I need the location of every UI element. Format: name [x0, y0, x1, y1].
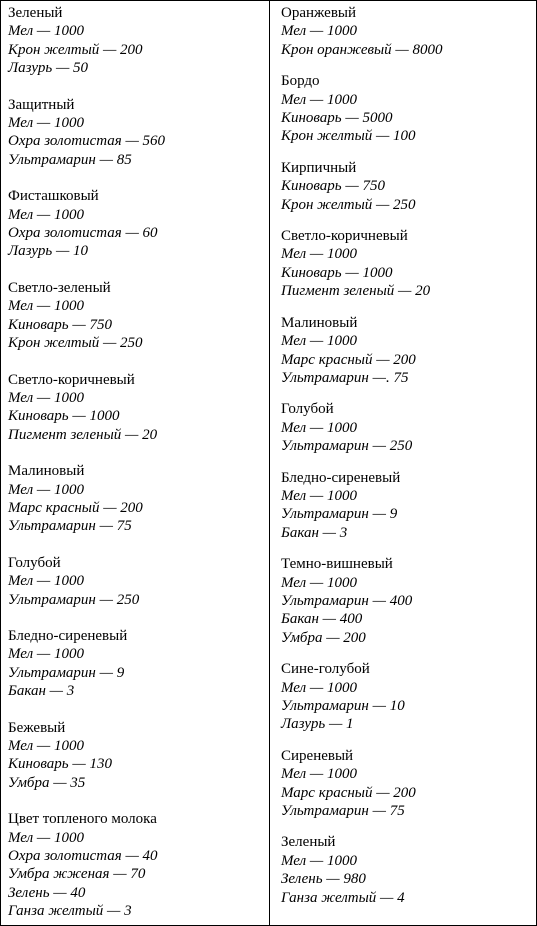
color-name: Бордо — [281, 73, 320, 90]
color-recipe — [8, 719, 269, 793]
ingredient-line: Киноварь — 5000 — [281, 110, 393, 127]
ingredient-line: Мел — 1000 — [8, 389, 84, 406]
ingredient-line: Мел — 1000 — [281, 574, 357, 591]
color-recipe — [8, 810, 269, 920]
color-recipe — [281, 555, 536, 647]
color-name: Защитный — [8, 96, 75, 113]
ingredient-line: Киноварь — 130 — [8, 756, 112, 773]
color-recipe — [8, 554, 269, 609]
color-name: Оранжевый — [281, 5, 357, 21]
color-name: Светло-коричневый — [281, 228, 408, 245]
color-recipe — [8, 4, 269, 78]
ingredient-line: Крон желтый — 200 — [8, 41, 143, 58]
ingredient-line: Мел — 1000 — [8, 206, 84, 223]
ingredient-line: Киноварь — 750 — [8, 316, 112, 333]
ingredient-line: Лазурь — 1 — [281, 716, 354, 733]
ingredient-line: Умбра — 35 — [8, 774, 86, 791]
ingredient-line: Киноварь — 1000 — [8, 408, 120, 425]
ingredient-line: Ультрамарин — 9 — [281, 506, 398, 523]
color-name: Сиреневый — [281, 747, 354, 764]
ingredient-line: Мел — 1000 — [8, 481, 84, 498]
color-recipe — [281, 314, 536, 388]
ingredient-line: Мел — 1000 — [8, 115, 84, 132]
color-recipe — [281, 833, 536, 907]
ingredient-line: Пигмент зеленый — 20 — [281, 283, 431, 300]
color-recipe — [281, 469, 536, 543]
ingredient-line: Умбра — 200 — [281, 629, 366, 646]
color-name: Светло-зеленый — [8, 279, 111, 296]
ingredient-line: Крон желтый — 250 — [8, 335, 143, 352]
left-column — [1, 1, 270, 925]
color-name: Бледно-сиреневый — [8, 627, 128, 644]
color-recipe — [281, 227, 536, 301]
ingredient-line: Мел — 1000 — [8, 573, 84, 590]
ingredient-line: Ультрамарин —. 75 — [281, 369, 409, 386]
color-name: Кирпичный — [281, 159, 357, 176]
ingredient-line: Крон оранжевый — 8000 — [281, 41, 443, 58]
ingredient-line: Ультрамарин — 250 — [281, 438, 413, 455]
color-recipe — [281, 660, 536, 734]
ingredient-line: Мел — 1000 — [281, 766, 357, 783]
ingredient-line: Охра золотистая — 40 — [8, 848, 158, 865]
color-recipe — [281, 159, 536, 214]
ingredient-line: Ганза желтый — 4 — [281, 889, 405, 906]
ingredient-line: Мел — 1000 — [281, 333, 357, 350]
ingredient-line: Мел — 1000 — [281, 23, 357, 40]
color-name: Зеленый — [8, 5, 63, 21]
color-name: Сине-голубой — [281, 661, 370, 678]
color-name: Светло-коричневый — [8, 371, 135, 388]
color-recipe — [281, 747, 536, 821]
color-recipe — [8, 371, 269, 445]
color-recipe — [8, 462, 269, 536]
ingredient-line: Киноварь — 1000 — [281, 264, 393, 281]
ingredient-line: Мел — 1000 — [281, 91, 357, 108]
ingredient-line: Ультрамарин — 10 — [281, 698, 405, 714]
ingredient-line: Ультрамарин — 250 — [8, 591, 140, 608]
ingredient-line: Бакан — 3 — [8, 683, 75, 700]
ingredient-line: Лазурь — 50 — [8, 60, 89, 77]
color-name: Цвет топленого молока — [8, 811, 157, 828]
ingredient-line: Охра золотистая — 560 — [8, 133, 166, 150]
ingredient-line: Зелень — 40 — [8, 884, 86, 901]
ingredient-line: Ультрамарин — 75 — [281, 803, 405, 820]
ingredient-line: Мел — 1000 — [281, 419, 357, 436]
ingredient-line: Лазурь — 10 — [8, 243, 89, 260]
color-name: Малиновый — [281, 314, 358, 331]
ingredient-line: Мел — 1000 — [8, 23, 84, 40]
color-recipe — [281, 400, 536, 455]
ingredient-line: Ультрамарин — 75 — [8, 518, 132, 535]
ingredient-line: Охра золотистая — 60 — [8, 225, 158, 242]
color-recipe — [8, 187, 269, 261]
color-name: Фисташковый — [8, 188, 99, 205]
color-name: Малиновый — [8, 463, 85, 480]
ingredient-line: Мел — 1000 — [8, 829, 84, 846]
ingredient-line: Марс красный — 200 — [8, 499, 143, 516]
color-recipe — [8, 627, 269, 701]
ingredient-line: Мел — 1000 — [281, 487, 357, 504]
ingredient-line: Ганза желтый — 3 — [8, 903, 132, 920]
right-column — [270, 1, 536, 925]
ingredient-line: Зелень — 980 — [281, 871, 366, 888]
color-name: Зеленый — [281, 834, 336, 851]
color-name: Бежевый — [8, 719, 66, 736]
color-name: Бледно-сиреневый — [281, 469, 401, 486]
ingredient-line: Мел — 1000 — [8, 298, 84, 315]
color-name: Голубой — [281, 401, 334, 418]
ingredient-line: Умбра жженая — 70 — [8, 866, 146, 883]
ingredient-line: Мел — 1000 — [281, 679, 357, 696]
ingredient-line: Мел — 1000 — [281, 852, 357, 869]
color-recipe — [8, 279, 269, 353]
ingredient-line: Мел — 1000 — [281, 246, 357, 263]
color-recipe — [281, 72, 536, 146]
ingredient-line: Мел — 1000 — [8, 646, 84, 663]
ingredient-line: Марс красный — 200 — [281, 351, 416, 368]
ingredient-line: Пигмент зеленый — 20 — [8, 426, 158, 443]
ingredient-line: Крон желтый — 100 — [281, 128, 416, 145]
color-name: Голубой — [8, 554, 61, 571]
ingredient-line: Ультрамарин — 85 — [8, 151, 132, 168]
ingredient-line: Киноварь — 750 — [281, 178, 385, 195]
ingredient-line: Бакан — 3 — [281, 524, 348, 541]
ingredient-line: Мел — 1000 — [8, 738, 84, 754]
color-name: Темно-вишневый — [281, 556, 393, 573]
color-recipe — [281, 4, 536, 59]
ingredient-line: Ультрамарин — 400 — [281, 592, 413, 609]
ingredient-line: Марс красный — 200 — [281, 784, 416, 801]
ingredient-line: Ультрамарин — 9 — [8, 664, 125, 681]
ingredient-line: Бакан — 400 — [281, 611, 363, 628]
ingredient-line: Крон желтый — 250 — [281, 196, 416, 213]
color-recipe — [8, 96, 269, 170]
